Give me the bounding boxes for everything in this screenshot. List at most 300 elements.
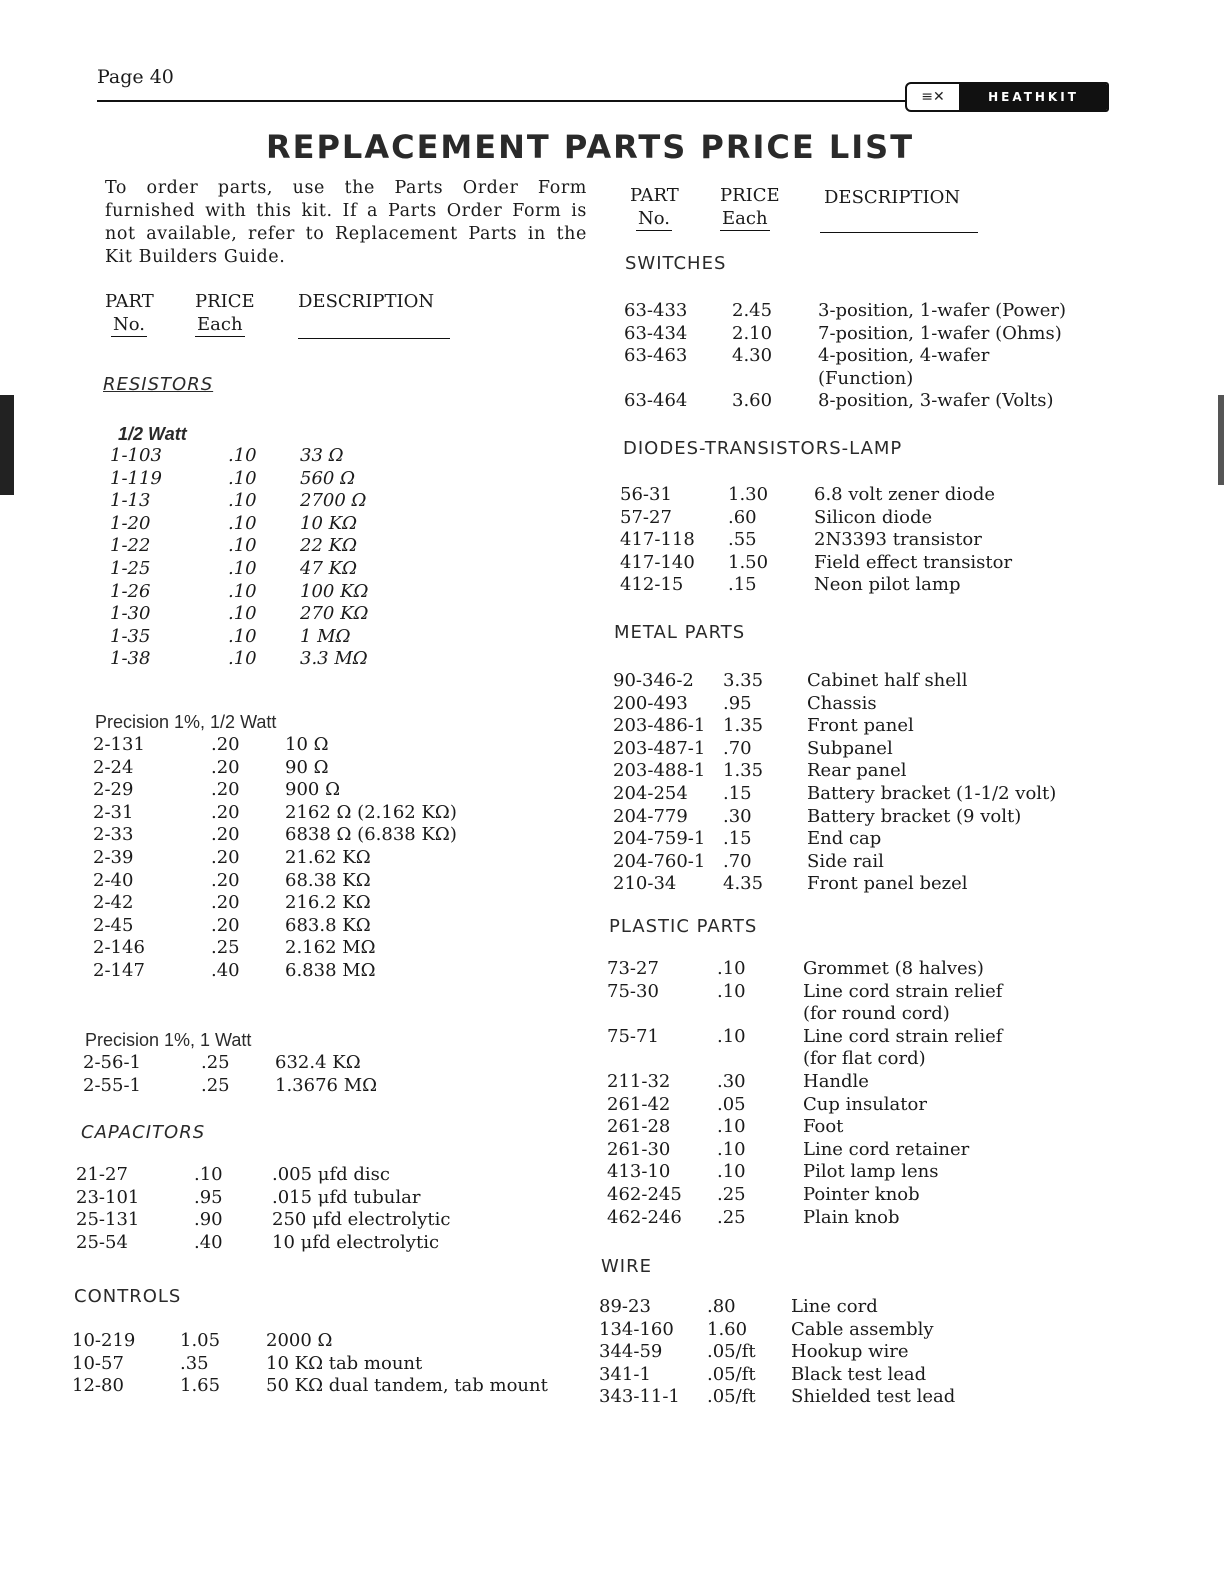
part-row <box>613 738 1056 761</box>
part-row <box>607 1207 1002 1230</box>
part-price: .20 <box>211 892 240 914</box>
part-description-line: (Function) <box>818 367 914 389</box>
part-row <box>93 915 457 938</box>
section-title-wire: WIRE <box>601 1256 652 1277</box>
header-each-label: Each <box>722 208 768 229</box>
header-description-label: DESCRIPTION <box>298 291 435 312</box>
part-row <box>72 1375 548 1398</box>
part-price: 1.35 <box>723 760 764 782</box>
section-title-metal-parts: METAL PARTS <box>614 622 746 643</box>
part-number: 1-26 <box>110 580 151 602</box>
part-description-line: Hookup wire <box>791 1341 909 1363</box>
part-description <box>814 574 960 597</box>
part-price: .25 <box>717 1206 746 1228</box>
part-number: 63-464 <box>624 390 688 412</box>
part-description-line: 250 μfd electrolytic <box>272 1209 451 1231</box>
part-number: 2-45 <box>93 914 134 936</box>
part-description-line: 1.3676 MΩ <box>275 1074 378 1096</box>
part-number: 21-27 <box>76 1164 128 1185</box>
section-title-resistors: RESISTORS <box>103 374 214 395</box>
part-row <box>613 783 1056 806</box>
part-description-line: 10 μfd electrolytic <box>272 1231 440 1253</box>
part-price: .10 <box>228 580 257 602</box>
part-description <box>807 715 914 738</box>
part-number: 75-71 <box>607 1025 659 1047</box>
part-row <box>599 1386 955 1409</box>
part-price: .55 <box>728 529 757 551</box>
part-row <box>607 981 1002 1026</box>
part-description-line: Field effect transistor <box>814 551 1013 573</box>
page-title: REPLACEMENT PARTS PRICE LIST <box>265 128 915 166</box>
part-description-line: 10 KΩ <box>300 512 357 534</box>
heathkit-logo <box>905 82 1109 112</box>
part-description-line: Shielded test lead <box>791 1386 956 1408</box>
part-description-line: Handle <box>803 1070 869 1092</box>
part-description-line: Neon pilot lamp <box>814 574 961 596</box>
part-description-line: (for flat cord) <box>803 1048 926 1070</box>
part-row <box>607 1026 1002 1071</box>
part-description-line: 683.8 KΩ <box>285 914 371 936</box>
part-row <box>93 824 457 847</box>
left-header-description <box>298 290 434 313</box>
part-row <box>76 1187 451 1210</box>
part-row <box>613 806 1056 829</box>
diodes-list <box>620 484 1012 597</box>
part-description-line: Foot <box>803 1116 844 1138</box>
part-description <box>300 581 368 604</box>
header-part-label: PART <box>105 291 154 312</box>
part-number: 200-493 <box>613 692 688 714</box>
subsection-precision-one-watt: Precision 1%, 1 Watt <box>85 1030 252 1050</box>
part-description <box>272 1209 451 1232</box>
part-description-line: 6.8 volt zener diode <box>814 484 996 505</box>
part-description-line: Battery bracket (1-1/2 volt) <box>807 782 1057 804</box>
part-row <box>624 300 1066 323</box>
right-header-price <box>720 184 780 231</box>
part-description-line: End cap <box>807 828 882 850</box>
part-price: .10 <box>228 512 257 534</box>
part-number: 2-29 <box>93 779 134 801</box>
part-description-line: 33 Ω <box>300 445 344 466</box>
part-description-line: Line cord <box>791 1296 878 1317</box>
part-price: .95 <box>194 1186 223 1208</box>
part-number: 210-34 <box>613 873 677 895</box>
part-price: 2.10 <box>732 322 773 344</box>
part-row <box>93 757 457 780</box>
part-description-line: 270 KΩ <box>300 603 369 625</box>
part-number: 90-346-2 <box>613 670 694 691</box>
part-price: 2.45 <box>732 300 773 321</box>
part-description <box>285 734 329 757</box>
part-price: .10 <box>717 958 746 979</box>
part-price: .70 <box>723 737 752 759</box>
part-description <box>803 1184 920 1207</box>
section-title-capacitors: CAPACITORS <box>81 1122 206 1143</box>
part-description <box>300 513 357 536</box>
part-price: 1.35 <box>723 715 764 737</box>
part-number: 73-27 <box>607 958 659 979</box>
part-description <box>814 529 982 552</box>
part-row <box>607 958 1002 981</box>
part-number: 344-59 <box>599 1341 663 1363</box>
part-description-line: 7-position, 1-wafer (Ohms) <box>818 322 1062 344</box>
part-description <box>803 1094 927 1117</box>
controls-list <box>72 1330 548 1398</box>
part-price: .20 <box>211 734 240 755</box>
part-price: 4.35 <box>723 873 764 895</box>
part-row <box>110 558 368 581</box>
switches-list <box>624 300 1066 413</box>
part-description <box>285 824 457 847</box>
part-description <box>791 1319 934 1342</box>
part-price: .40 <box>211 959 240 981</box>
part-description <box>300 626 351 649</box>
part-description-line: 21.62 KΩ <box>285 846 371 868</box>
part-row <box>83 1052 377 1075</box>
part-price: .10 <box>717 1116 746 1138</box>
header-price-label: PRICE <box>720 185 780 206</box>
part-price: .10 <box>717 1025 746 1047</box>
part-price: .15 <box>728 574 757 596</box>
part-description-line: 3.3 MΩ <box>300 648 368 670</box>
part-description <box>814 484 995 507</box>
part-row <box>620 552 1012 575</box>
part-description <box>807 738 893 761</box>
part-number: 204-779 <box>613 805 688 827</box>
part-description <box>818 390 1054 413</box>
part-description <box>803 1116 843 1139</box>
part-row <box>110 581 368 604</box>
part-number: 2-55-1 <box>83 1074 141 1096</box>
section-title-controls: CONTROLS <box>74 1286 182 1307</box>
part-price: .15 <box>723 828 752 850</box>
part-row <box>93 937 457 960</box>
part-description <box>300 603 368 626</box>
part-description <box>803 1139 969 1162</box>
part-description-line: Pilot lamp lens <box>803 1161 939 1183</box>
part-price: .30 <box>723 805 752 827</box>
metal-parts-list <box>613 670 1056 896</box>
part-price: .90 <box>194 1209 223 1231</box>
part-price: .10 <box>194 1164 223 1185</box>
part-number: 1-35 <box>110 625 151 647</box>
part-number: 2-146 <box>93 937 145 959</box>
part-price: 1.65 <box>180 1375 221 1397</box>
part-description <box>807 783 1056 806</box>
logo-text: HEATHKIT <box>960 84 1107 110</box>
part-row <box>93 734 457 757</box>
part-number: 2-147 <box>93 959 145 981</box>
part-description-line: Subpanel <box>807 737 893 759</box>
part-number: 63-434 <box>624 322 688 344</box>
part-number: 2-131 <box>93 734 145 755</box>
right-header-part <box>630 184 679 231</box>
part-description <box>803 1161 938 1184</box>
part-row <box>613 670 1056 693</box>
part-price: .10 <box>228 648 257 670</box>
part-price: .20 <box>211 846 240 868</box>
part-number: 462-245 <box>607 1183 682 1205</box>
part-number: 10-57 <box>72 1352 124 1374</box>
part-description <box>300 490 366 513</box>
part-description <box>285 915 371 938</box>
part-row <box>83 1075 377 1098</box>
part-description-line: 632.4 KΩ <box>275 1052 361 1073</box>
part-description <box>285 937 376 960</box>
section-title-diodes: DIODES-TRANSISTORS-LAMP <box>623 438 903 459</box>
part-row <box>110 490 368 513</box>
part-price: .10 <box>228 603 257 625</box>
part-price: 3.60 <box>732 390 773 412</box>
part-description <box>285 870 371 893</box>
part-row <box>76 1232 451 1255</box>
part-description-line: Line cord strain relief <box>803 1025 1003 1047</box>
part-description <box>300 468 355 491</box>
part-number: 1-13 <box>110 490 151 512</box>
part-row <box>620 507 1012 530</box>
part-description <box>272 1187 420 1210</box>
part-description <box>803 958 984 981</box>
part-row <box>613 873 1056 896</box>
part-number: 1-22 <box>110 535 151 557</box>
subsection-precision-half-watt: Precision 1%, 1/2 Watt <box>95 712 277 732</box>
part-number: 341-1 <box>599 1363 651 1385</box>
part-number: 2-40 <box>93 869 134 891</box>
part-price: 1.05 <box>180 1330 221 1351</box>
part-description <box>791 1296 878 1319</box>
part-description-line: 2000 Ω <box>266 1330 333 1351</box>
part-number: 57-27 <box>620 506 672 528</box>
part-description <box>272 1232 439 1255</box>
part-description-line: Black test lead <box>791 1363 927 1385</box>
part-number: 1-30 <box>110 603 151 625</box>
part-number: 203-487-1 <box>613 737 706 759</box>
part-description <box>791 1341 909 1364</box>
part-price: .60 <box>728 506 757 528</box>
part-number: 1-119 <box>110 467 162 489</box>
part-description <box>807 760 907 783</box>
part-row <box>607 1116 1002 1139</box>
header-no-label: No. <box>638 208 670 229</box>
part-description-line: 560 Ω <box>300 467 356 489</box>
header-each-label: Each <box>197 314 243 335</box>
part-row <box>620 484 1012 507</box>
part-price: .10 <box>717 1138 746 1160</box>
part-description-line: Side rail <box>807 850 884 872</box>
header-description-label: DESCRIPTION <box>824 187 961 208</box>
part-description-line: Line cord retainer <box>803 1138 970 1160</box>
part-number: 12-80 <box>72 1375 124 1397</box>
part-row <box>93 802 457 825</box>
part-price: .25 <box>211 937 240 959</box>
header-price-label: PRICE <box>195 291 255 312</box>
part-description <box>275 1075 377 1098</box>
part-description-line: 1 MΩ <box>300 625 351 647</box>
part-number: 343-11-1 <box>599 1386 680 1408</box>
part-price: .25 <box>201 1074 230 1096</box>
part-description-line: 50 KΩ dual tandem, tab mount <box>266 1375 548 1397</box>
part-price: 3.35 <box>723 670 764 691</box>
part-price: .05/ft <box>707 1386 756 1408</box>
part-row <box>607 1184 1002 1207</box>
page-number: Page 40 <box>97 66 174 88</box>
part-number: 417-140 <box>620 551 695 573</box>
part-price: 1.30 <box>728 484 769 505</box>
part-description <box>807 851 884 874</box>
section-title-plastic-parts: PLASTIC PARTS <box>609 916 758 937</box>
part-description-line: 10 Ω <box>285 734 329 755</box>
logo-emblem-icon: ≡✕ <box>907 84 960 110</box>
part-row <box>607 1094 1002 1117</box>
part-description-line: Cabinet half shell <box>807 670 968 691</box>
part-row <box>93 892 457 915</box>
part-description <box>791 1364 926 1387</box>
plastic-parts-list <box>607 958 1002 1229</box>
part-number: 261-30 <box>607 1138 671 1160</box>
part-number: 56-31 <box>620 484 672 505</box>
part-description-line: Battery bracket (9 volt) <box>807 805 1022 827</box>
part-row <box>110 445 368 468</box>
part-row <box>93 960 457 983</box>
part-description-line: .015 μfd tubular <box>272 1186 421 1208</box>
description-underline <box>820 232 978 233</box>
part-description-line: Line cord strain relief <box>803 980 1003 1002</box>
header-no-label: No. <box>113 314 145 335</box>
part-price: 1.50 <box>728 551 769 573</box>
part-description <box>285 892 371 915</box>
header-rule <box>97 100 917 102</box>
part-description <box>818 345 989 390</box>
half-watt-list <box>110 445 368 671</box>
part-row <box>599 1296 955 1319</box>
part-row <box>110 535 368 558</box>
part-number: 1-20 <box>110 512 151 534</box>
part-number: 63-433 <box>624 300 688 321</box>
part-number: 204-759-1 <box>613 828 706 850</box>
part-price: .10 <box>228 467 257 489</box>
part-number: 1-103 <box>110 445 162 466</box>
part-description <box>807 873 968 896</box>
precision-half-watt-list <box>93 734 457 983</box>
part-price: .25 <box>717 1183 746 1205</box>
part-price: .10 <box>717 980 746 1002</box>
part-description-line: 47 KΩ <box>300 557 357 579</box>
part-row <box>624 390 1066 413</box>
part-description-line: Pointer knob <box>803 1183 920 1205</box>
part-description-line: 216.2 KΩ <box>285 892 371 914</box>
part-number: 75-30 <box>607 980 659 1002</box>
part-description <box>807 670 967 693</box>
part-description <box>275 1052 361 1075</box>
part-description-line: 2.162 MΩ <box>285 937 376 959</box>
part-description-line: 3-position, 1-wafer (Power) <box>818 300 1066 321</box>
part-description-line: Cable assembly <box>791 1318 934 1340</box>
part-number: 134-160 <box>599 1318 674 1340</box>
part-description-line: 90 Ω <box>285 756 329 778</box>
part-price: .20 <box>211 914 240 936</box>
part-description-line: 2N3393 transistor <box>814 529 982 551</box>
part-description-line: .005 μfd disc <box>272 1164 391 1185</box>
part-row <box>93 870 457 893</box>
part-description <box>300 558 357 581</box>
part-price: .95 <box>723 692 752 714</box>
part-row <box>76 1209 451 1232</box>
part-number: 204-760-1 <box>613 850 706 872</box>
part-price: .20 <box>211 801 240 823</box>
part-number: 2-24 <box>93 756 134 778</box>
part-description <box>814 507 932 530</box>
part-price: .05 <box>717 1093 746 1115</box>
part-number: 89-23 <box>599 1296 651 1317</box>
part-price: .20 <box>211 824 240 846</box>
part-price: .10 <box>228 490 257 512</box>
part-description <box>266 1375 548 1398</box>
part-price: .30 <box>717 1070 746 1092</box>
part-description-line: 100 KΩ <box>300 580 369 602</box>
part-description-line: 6.838 MΩ <box>285 959 376 981</box>
part-description-line: Plain knob <box>803 1206 900 1228</box>
precision-one-watt-list <box>83 1052 377 1097</box>
part-row <box>607 1139 1002 1162</box>
part-number: 23-101 <box>76 1186 140 1208</box>
part-number: 261-28 <box>607 1116 671 1138</box>
part-description-line: Chassis <box>807 692 877 714</box>
part-row <box>110 513 368 536</box>
part-number: 25-131 <box>76 1209 140 1231</box>
part-description <box>266 1353 422 1376</box>
part-description <box>803 1207 900 1230</box>
part-price: .25 <box>201 1052 230 1073</box>
part-description-line: 8-position, 3-wafer (Volts) <box>818 390 1054 412</box>
part-row <box>620 529 1012 552</box>
part-price: 4.30 <box>732 345 773 367</box>
part-number: 203-488-1 <box>613 760 706 782</box>
part-price: .10 <box>228 535 257 557</box>
description-underline <box>298 338 450 339</box>
part-number: 412-15 <box>620 574 684 596</box>
order-instructions: To order parts, use the Parts Order Form furnished with this kit. If a Parts Order Form is not available, refer to Replacement Parts in the Kit Builders Guide. <box>105 178 587 267</box>
part-description <box>814 552 1012 575</box>
part-description-line: 900 Ω <box>285 779 341 801</box>
part-price: .15 <box>723 782 752 804</box>
part-number: 413-10 <box>607 1161 671 1183</box>
part-description-line: 4-position, 4-wafer <box>818 345 990 367</box>
part-description-line: Front panel bezel <box>807 873 968 895</box>
part-description-line: Rear panel <box>807 760 907 782</box>
part-description <box>285 757 329 780</box>
part-price: .10 <box>228 445 257 466</box>
part-price: .80 <box>707 1296 736 1317</box>
part-number: 2-33 <box>93 824 134 846</box>
part-price: 1.60 <box>707 1318 748 1340</box>
part-number: 2-42 <box>93 892 134 914</box>
part-row <box>613 851 1056 874</box>
part-row <box>599 1364 955 1387</box>
part-row <box>624 323 1066 346</box>
right-header-description <box>824 186 960 209</box>
part-description-line: Front panel <box>807 715 914 737</box>
part-number: 203-486-1 <box>613 715 706 737</box>
part-description <box>285 960 376 983</box>
subsection-half-watt: 1/2 Watt <box>118 424 187 444</box>
part-row <box>110 648 368 671</box>
part-description <box>803 1071 869 1094</box>
part-description <box>803 1026 1002 1071</box>
part-description-line: 68.38 KΩ <box>285 869 371 891</box>
part-row <box>93 779 457 802</box>
part-description-line: 10 KΩ tab mount <box>266 1352 423 1374</box>
part-description-line: Silicon diode <box>814 506 933 528</box>
